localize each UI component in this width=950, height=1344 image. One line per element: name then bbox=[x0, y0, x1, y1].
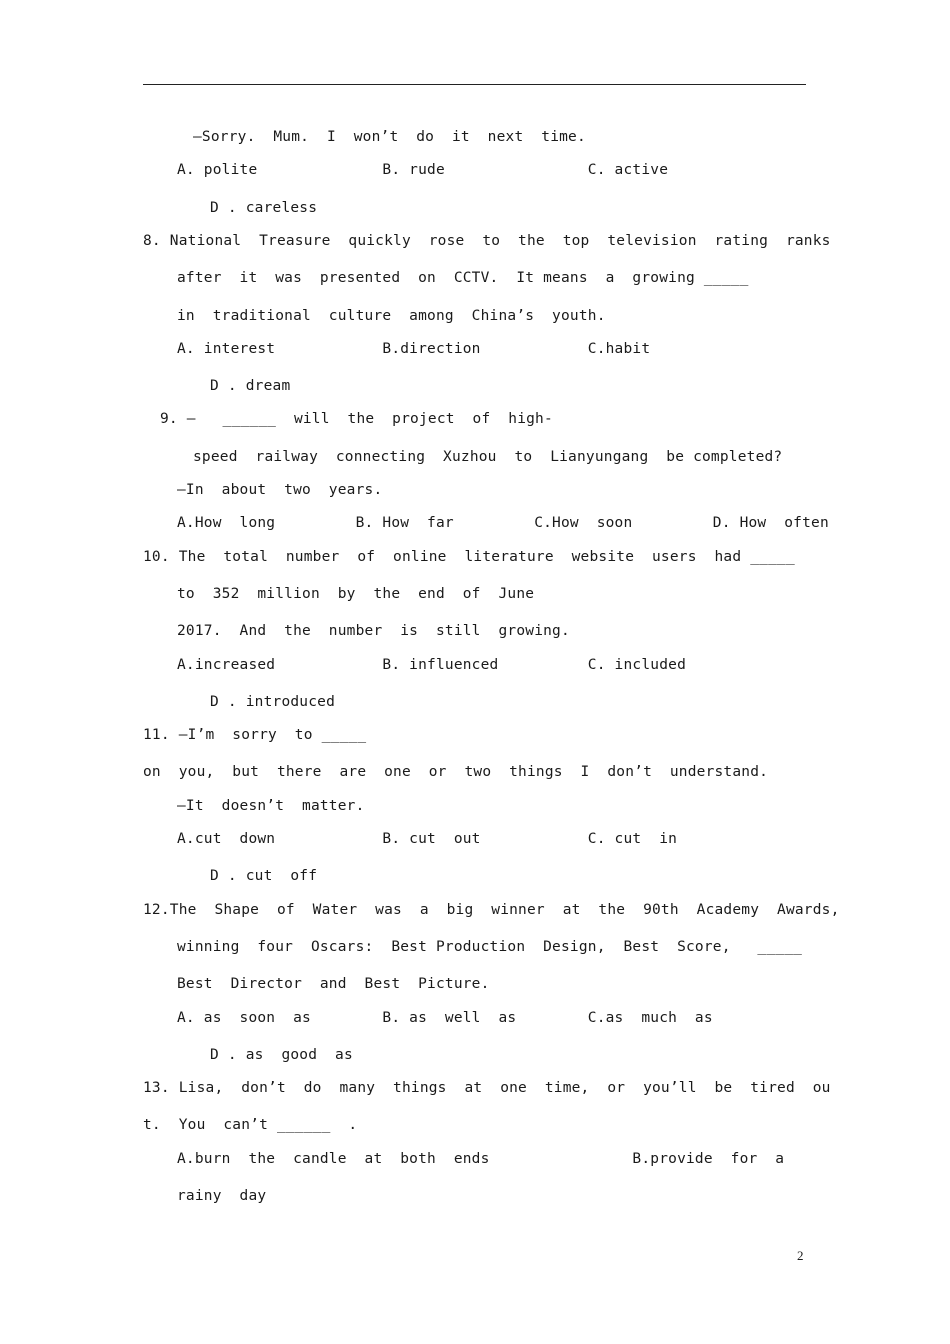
answer-options: A.burn the candle at both ends B.provide for a bbox=[177, 1151, 785, 1167]
question-13: 13. Lisa, don’t do many things at one time, or you’ll be tired ou bbox=[143, 1080, 831, 1096]
answer-option-d: D . cut off bbox=[210, 868, 318, 884]
text-line: on you, but there are one or two things I don’t understand. bbox=[143, 764, 769, 780]
page-number: 2 bbox=[797, 1248, 804, 1263]
question-9: 9. — ______ will the project of high- bbox=[160, 411, 553, 427]
answer-option-d: D . careless bbox=[210, 200, 318, 216]
answer-option-d: D . introduced bbox=[210, 694, 336, 710]
header-rule bbox=[143, 84, 806, 85]
answer-option-d: D . dream bbox=[210, 378, 291, 394]
question-10: 10. The total number of online literature website users had _____ bbox=[143, 549, 795, 565]
text-line: —Sorry. Mum. I won’t do it next time. bbox=[193, 129, 586, 145]
question-11: 11. —I’m sorry to _____ bbox=[143, 727, 367, 743]
text-line: after it was presented on CCTV. It means a growing _____ bbox=[177, 270, 749, 286]
text-line: rainy day bbox=[177, 1188, 267, 1204]
text-line: 2017. And the number is still growing. bbox=[177, 623, 570, 639]
text-line: speed railway connecting Xuzhou to Lianyungang be completed? bbox=[193, 449, 783, 465]
answer-options: A. interest B.direction C.habit bbox=[177, 341, 651, 357]
text-line: —In about two years. bbox=[177, 482, 383, 498]
text-line: —It doesn’t matter. bbox=[177, 798, 365, 814]
answer-option-d: D . as good as bbox=[210, 1047, 353, 1063]
text-line: t. You can’t ______ . bbox=[143, 1117, 358, 1133]
answer-options: A.cut down B. cut out C. cut in bbox=[177, 831, 678, 847]
text-line: in traditional culture among China’s youth. bbox=[177, 308, 606, 324]
question-8: 8. National Treasure quickly rose to the top television rating ranks bbox=[143, 233, 831, 249]
text-line: to 352 million by the end of June bbox=[177, 586, 535, 602]
text-line: Best Director and Best Picture. bbox=[177, 976, 490, 992]
question-12: 12.The Shape of Water was a big winner at the 90th Academy Awards, bbox=[143, 902, 840, 918]
answer-options: A. polite B. rude C. active bbox=[177, 162, 669, 178]
answer-options: A.increased B. influenced C. included bbox=[177, 657, 686, 673]
text-line: winning four Oscars: Best Production Design, Best Score, _____ bbox=[177, 939, 803, 955]
answer-options: A. as soon as B. as well as C.as much as bbox=[177, 1010, 713, 1026]
answer-options: A.How long B. How far C.How soon D. How often bbox=[177, 515, 829, 531]
